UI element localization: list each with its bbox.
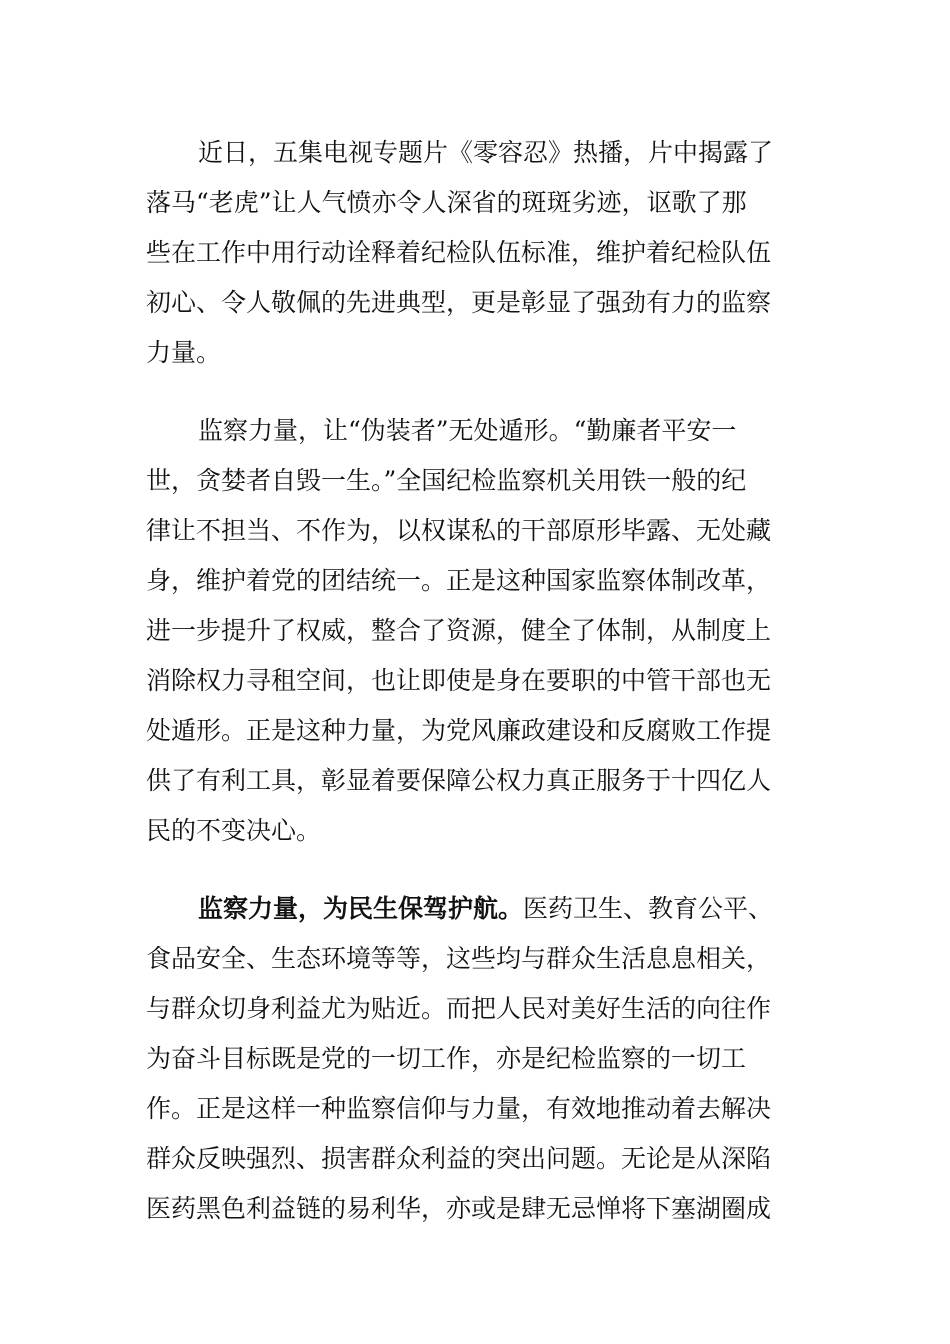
text-line: 律让不担当、不作为，以权谋私的干部原形毕露、无处藏: [146, 516, 772, 545]
paragraph-3: [146, 884, 796, 1234]
text-line: 民的不变决心。: [146, 816, 322, 845]
text-line: 身，维护着党的团结统一。正是这种国家监察体制改革，: [146, 566, 772, 595]
bold-lead-sentence: 监察力量，为民生保驾护航。: [198, 894, 524, 923]
text-line: 食品安全、生态环境等等，这些均与群众生活息息相关，: [146, 944, 772, 973]
text-line: 近日，五集电视专题片《零容忍》热播，片中揭露了: [198, 138, 774, 167]
text-line: 落马“老虎”让人气愤亦令人深省的斑斑劣迹，讴歌了那: [146, 188, 747, 217]
paragraph-1: [146, 128, 796, 378]
paragraph-2: [146, 406, 796, 856]
text-line: 消除权力寻租空间，也让即使是身在要职的中管干部也无: [146, 666, 772, 695]
text-line: 医药黑色利益链的易利华，亦或是肆无忌惮将下塞湖圈成: [146, 1194, 772, 1223]
document-body: [146, 128, 796, 1262]
text-line: 力量。: [146, 338, 222, 367]
text-line: 群众反映强烈、损害群众利益的突出问题。无论是从深陷: [146, 1144, 772, 1173]
lead-continuation: 医药卫生、教育公平、: [523, 894, 774, 923]
text-line: 作。正是这样一种监察信仰与力量，有效地推动着去解决: [146, 1094, 772, 1123]
text-line: 处遁形。正是这种力量，为党风廉政建设和反腐败工作提: [146, 716, 772, 745]
text-line: 与群众切身利益尤为贴近。而把人民对美好生活的向往作: [146, 994, 772, 1023]
text-line: 初心、令人敬佩的先进典型，更是彰显了强劲有力的监察: [146, 288, 772, 317]
text-line: 供了有利工具，彰显着要保障公权力真正服务于十四亿人: [146, 766, 772, 795]
text-line-lead: [146, 884, 796, 934]
text-line: 监察力量，让“伪装者”无处遁形。“勤廉者平安一: [198, 416, 737, 445]
text-line: 些在工作中用行动诠释着纪检队伍标准，维护着纪检队伍: [146, 238, 772, 267]
text-line: 世，贪婪者自毁一生。”全国纪检监察机关用铁一般的纪: [146, 466, 747, 495]
text-line: 进一步提升了权威，整合了资源，健全了体制，从制度上: [146, 616, 772, 645]
text-line: 为奋斗目标既是党的一切工作，亦是纪检监察的一切工: [146, 1044, 747, 1073]
